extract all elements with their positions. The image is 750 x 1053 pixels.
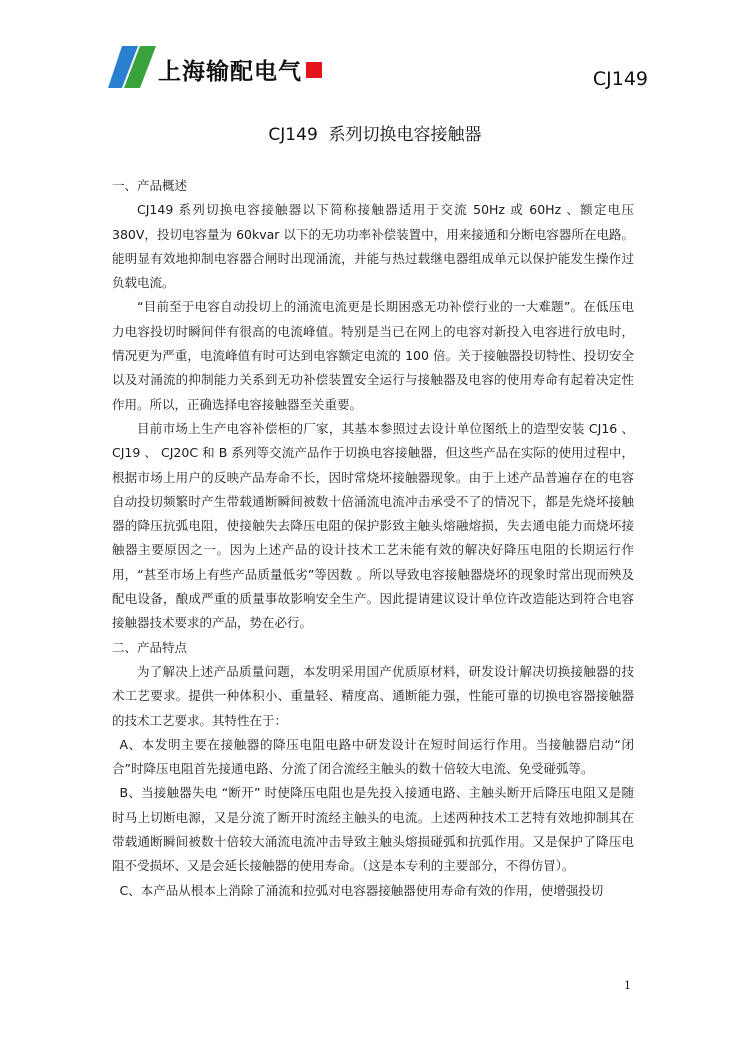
paragraph: 为了解决上述产品质量问题，本发明采用国产优质原材料，研发设计解决切换接触器的技术工艺要求。提供一种体积小、重量轻、精度高、通断能力强，性能可靠的切换电容器接触器的技术工艺要求。其特性在于：: [112, 663, 634, 728]
section-heading-overview: 一、产品概述: [112, 178, 188, 193]
company-logo: [108, 44, 338, 90]
paragraph: “目前至于电容自动投切上的涌流电流更是长期困惑无功补偿行业的一大难题”。在低压电力电容投切时瞬间伴有很高的电流峰值。特别是当已在网上的电容对新投入电容进行放电时，情况更为严重，电流峰值有时可达到电容额定电流的 100 倍。关于接触器投切特性、投切安全以及对涌流的抑制能力关系到无功补偿装置安全运行与接触器及电容的使用寿命有起着决定性作用。所以，正确选择电容接触器至关重要。: [112, 299, 634, 412]
section-heading-features: 二、产品特点: [112, 639, 188, 655]
feature-item-b: B、当接触器失电 “断开” 时使降压电阻也是先投入接通电路、主触头断开后降压电阻又是随时马上切断电源，又是分流了断开时流经主触头的电流。上述两种技术工艺特有效地抑制其在带载通断瞬间被数十倍较大涌流电流冲击导致主触头熔损碰弧和抗弧作用。又是保护了降压电阻不受损坏、又是会延长接触器的使用寿命。（这是本专利的主要部分，不得仿冒）。: [112, 785, 634, 874]
page-number: 1: [624, 979, 631, 992]
company-name: 上海输配电气: [158, 59, 302, 85]
model-code: CJ149: [592, 68, 648, 90]
feature-item-a: A、本发明主要在接触器的降压电阻电路中研发设计在短时间运行作用。当接触器启动“闭合”时降压电阻首先接通电路、分流了闭合流经主触头的数十倍较大电流、免受碰弧等。: [112, 736, 634, 777]
paragraph: 目前市场上生产电容补偿柜的厂家，其基本参照过去设计单位图纸上的造型安装 CJ16 、 CJ19 、 CJ20C 和 B 系列等交流产品作于切换电容接触器，但这些产品在实际的使用过程中，根据市场上用户的反映产品寿命不长，因时常烧坏接触器现象。由于上述产品普遍存在的电容自动投切频繁时产生带载通断瞬间被数十倍涌流电流冲击承受不了的情况下，都是先烧坏接触器的降压抗弧电阻，使接触失去降压电阻的保护影致主触头熔融熔损，失去通电能力而烧坏接触器主要原因之一。因为上述产品的设计技术工艺未能有效的解决好降压电阻的长期运行作用，“甚至市场上有些产品质量低劣”等因数 。所以导致电容接触器烧坏的现象时常出现而殃及配电设备，酿成严重的质量事故影响安全生产。因此提请建议设计单位许改造能达到符合电容接触器技术要求的产品，势在必行。: [112, 420, 634, 631]
feature-item-c: C、本产品从根本上消除了涌流和拉弧对电容器接触器使用寿命有效的作用，使增强投切: [119, 882, 604, 898]
logo-red-square: [306, 62, 322, 78]
page-header: [108, 44, 648, 94]
document-body: [112, 174, 634, 903]
logo-mark-icon: [108, 46, 156, 88]
paragraph: CJ149 系列切换电容接触器以下简称接触器适用于交流 50Hz 或 60Hz 、额定电压 380V，投切电容量为 60kvar 以下的无功功率补偿装置中，用来接通和分断电容器所在电路。能明显有效地抑制电容器合闸时出现涌流，并能与热过载继电器组成单元以保护能发生操作过负载电流。: [112, 202, 634, 291]
document-title: CJ149 系列切换电容接触器: [268, 125, 482, 145]
